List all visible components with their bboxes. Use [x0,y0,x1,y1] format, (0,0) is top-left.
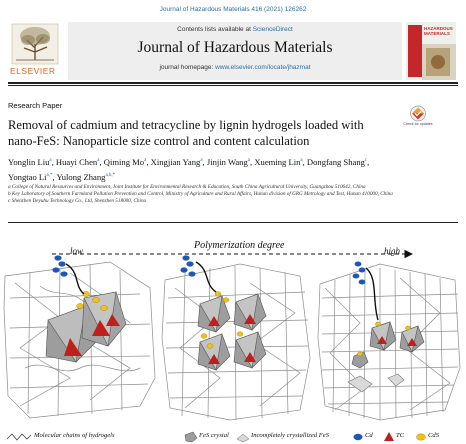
author-list: Yonglin Liu$^a$, Huayi Chen$^a$, Qiming Mo$^a$, Xingjian Yang$^a$, Jinjin Wang$^a$, Xueming Lin$^a$, Dongfang Shang$^c$, Yongtao $Li^{a,*}$, Yulong Zhang$^{a,b,*}$ [8,156,370,182]
check-for-updates-button[interactable] [404,105,432,135]
graphical-abstract [0,228,466,444]
author-name[interactable]: Yulong Zhang [56,171,106,182]
author-name[interactable]: Huayi Chen [55,156,98,167]
tc-icon [383,431,395,443]
low-label: low [70,246,84,256]
homepage-link[interactable]: www.elsevier.com/locate/jhazmat [215,64,311,71]
check-updates-label: Check for updates [403,122,433,126]
journal-citation[interactable]: Journal of Hazardous Materials 416 (2021) 126262 [159,6,307,13]
fes-crystal-icon [184,431,198,443]
homepage-prefix: journal homepage: [159,64,214,71]
incomplete-fes-icon [236,431,250,443]
high-label: high [384,246,401,256]
author-affiliation-mark[interactable]: a [97,158,100,163]
author-name[interactable]: Qiming Mo [103,156,145,167]
author-affiliation-mark[interactable]: a,b,* [105,172,116,178]
graphical-abstract-drawing [0,228,466,430]
author-affiliation-mark[interactable]: a [49,158,52,163]
author-name[interactable]: Jinjin Wang [206,156,248,167]
cds-icon [415,431,427,443]
legend-incomplete: Incompletely crystallized FeS [251,432,329,439]
author-affiliation-mark[interactable]: a [247,158,251,163]
elsevier-logo[interactable] [8,22,64,80]
contents-prefix: Contents lists available at [177,26,251,33]
contents-line [68,26,402,33]
journal-header-box [68,22,402,80]
header-divider [8,82,458,84]
author-affiliation-mark[interactable]: c [364,158,368,163]
article-type: Research Paper [8,101,63,110]
legend-cds: CdS [428,432,439,439]
author-affiliation-mark[interactable]: a [300,158,303,163]
affiliations [8,184,418,205]
legend-cd: Cd [365,432,373,439]
author-name[interactable]: Yonglin Liu [8,156,50,167]
homepage-line [68,64,402,71]
header-divider-thin [8,85,458,86]
legend-tc: TC [396,432,405,439]
author-name[interactable]: Dongfang Shang [306,156,365,167]
affiliation-b: b Key Laboratory of Southern Farmland Pollution Prevention and Control, Ministry of Agriculture and Rural Affairs, Hunan division of GRG Metrology and Test, Hunan 410000, China [8,190,393,197]
publisher-name: ELSEVIER [10,66,56,76]
fes-crystals-mid [180,255,266,370]
journal-cover[interactable] [406,22,456,80]
author-affiliation-mark[interactable]: a [144,158,147,163]
author-affiliation-mark[interactable]: a [200,158,203,163]
check-updates-icon [404,105,432,122]
figure-legend [0,430,466,444]
journal-title[interactable]: Journal of Hazardous Materials [137,39,333,56]
author-name[interactable]: Yongtao Li [8,171,47,182]
fes-crystals-high [348,262,424,393]
journal-header [8,22,458,80]
legend-chains: Molecular chains of hydrogels [34,432,115,439]
cd-icon [352,431,364,443]
author-name[interactable]: Xueming Lin [254,156,301,167]
legend-fes: FeS crystal [199,432,229,439]
sciencedirect-link[interactable]: ScienceDirect [252,26,293,33]
author-affiliation-mark[interactable]: a,* [46,172,53,178]
cover-title: HAZARDOUS MATERIALS [424,26,453,36]
abstract-divider [8,222,458,223]
article-title: Removal of cadmium and tetracycline by lignin hydrogels loaded with nano-FeS: Nanoparticle size control and content calculation [8,118,364,148]
polymerization-degree-label: Polymerization degree [194,240,285,251]
hydrogel-chain-icon [6,431,32,443]
elsevier-tree-icon [8,22,64,66]
author-name[interactable]: Xingjian Yang [150,156,201,167]
affiliation-a: a College of Natural Resources and Environment, Joint Institute for Environmental Research & Education, South China Agricultural University, Guangzhou 510642, China [8,184,366,190]
fes-crystals-low [46,255,126,362]
affiliation-c: c Shenzhen Deyuhu Technology Co., Ltd, Shenzhen 518000, China [8,197,147,204]
